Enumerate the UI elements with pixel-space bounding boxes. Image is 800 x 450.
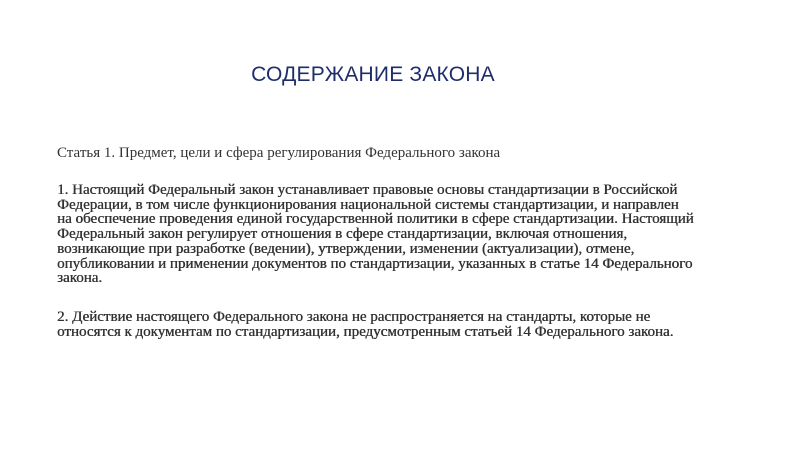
article-heading: Статья 1. Предмет, цели и сфера регулирования Федерального закона (57, 145, 501, 161)
paragraph-1: 1. Настоящий Федеральный закон устанавливает правовые основы стандартизации в Российской Федерации, в том числе функционирования национальной системы стандартизации, и направлен на обеспечение проведения единой государственной политики в сфере стандартизации. Настоящий Федеральный закон регулирует отношения в сфере стандартизации, включая отношения, возникающие при разработке (ведении), утверждении, изменении (актуализации), отмене, опубликовании и применении документов по стандартизации, указанных в статье 14 Федерального закона. (57, 182, 694, 287)
paragraph-2: 2. Действие настоящего Федерального закона не распространяется на стандарты, которые не относятся к документам по стандартизации, предусмотренным статьей 14 Федерального закона. (57, 309, 674, 340)
slide-title: СОДЕРЖАНИЕ ЗАКОНА (251, 63, 495, 86)
